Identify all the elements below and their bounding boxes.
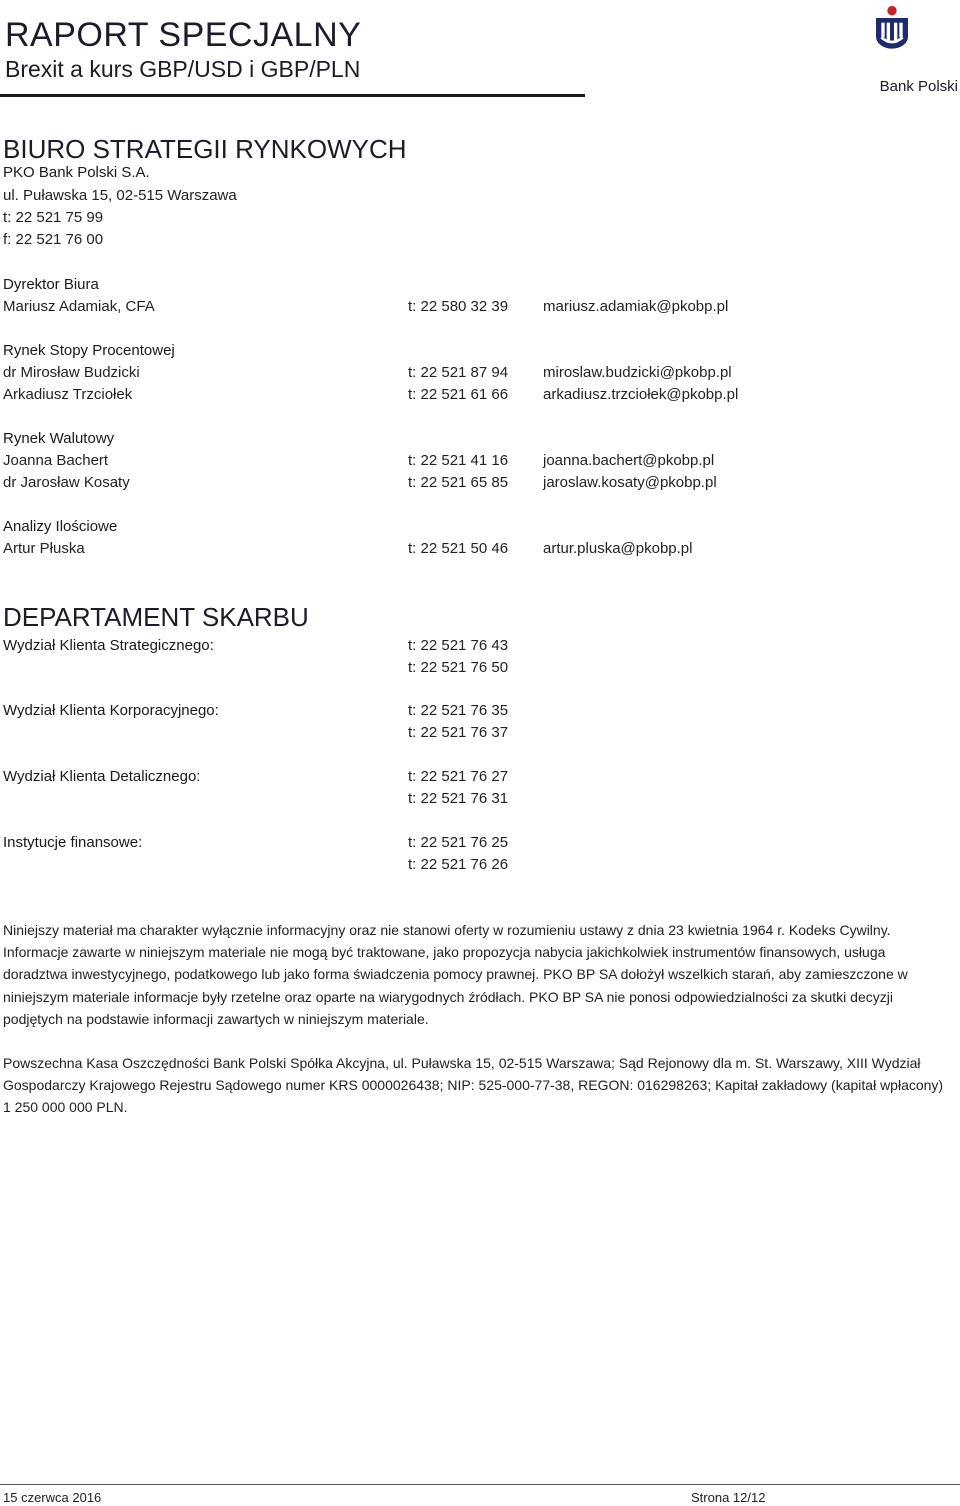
fax-line: f: 22 521 76 00 bbox=[3, 231, 104, 248]
phone-line: t: 22 521 75 99 bbox=[3, 209, 104, 226]
disclaimer-text: Niniejszy materiał ma charakter wyłącznie informacyjny oraz nie stanowi oferty w rozumieniu ustawy z dnia 23 kwietnia 1964 r. Kodeks Cywilny. Informacje zawarte w niniejszym materiale nie mogą być traktowane, jako propozycja nabycia jakichkolwiek instrumentów finansowych, usługa doradztwa inwestycyjnego, podatkowego lub jako forma świadczenia pomocy prawnej. PKO BP SA dołożył wszelkich starań, aby zamieszczone w niniejszym materiale informacje były rzetelne oraz oparte na wiarygodnych źródłach. PKO BP SA nie ponosi odpowiedzialności za skutki decyzji podjętych na podstawie informacji zawartych w niniejszym materiale. bbox=[3, 922, 908, 1027]
unit-phone: t: 22 521 76 43 bbox=[408, 637, 509, 654]
person-name: Joanna Bachert bbox=[3, 452, 109, 469]
person-phone: t: 22 580 32 39 bbox=[408, 298, 509, 315]
logo-label: Bank Polski bbox=[879, 78, 958, 95]
biuro-heading: BIURO STRATEGII RYNKOWYCH bbox=[3, 134, 407, 164]
person-name: Mariusz Adamiak, CFA bbox=[3, 298, 155, 315]
unit-phone: t: 22 521 76 35 bbox=[408, 702, 509, 719]
unit-label: Wydział Klienta Strategicznego: bbox=[3, 637, 214, 654]
unit-phone: t: 22 521 76 26 bbox=[408, 856, 509, 873]
unit-label: Instytucje finansowe: bbox=[3, 834, 143, 851]
person-name: dr Mirosław Budzicki bbox=[3, 364, 140, 381]
footer-date: 15 czerwca 2016 bbox=[3, 1490, 102, 1505]
person-email[interactable]: artur.pluska@pkobp.pl bbox=[543, 540, 693, 557]
skarb-heading: DEPARTAMENT SKARBU bbox=[3, 602, 309, 632]
group-label: Rynek Stopy Procentowej bbox=[3, 342, 175, 359]
person-name: Artur Płuska bbox=[3, 540, 85, 557]
unit-phone: t: 22 521 76 31 bbox=[408, 790, 509, 807]
company-info-text: Powszechna Kasa Oszczędności Bank Polski Spółka Akcyjna, ul. Puławska 15, 02-515 Warszawa; Sąd Rejonowy dla m. St. Warszawy, XIII Wydział Gospodarczy Krajowego Rejestru Sądowego numer KRS 0000026438; NIP: 525-000-77-38, REGON: 016298263; Kapitał zakładowy (kapitał wpłacony) 1 250 000 000 PLN. bbox=[3, 1055, 944, 1116]
person-phone: t: 22 521 41 16 bbox=[408, 452, 509, 469]
address-line: PKO Bank Polski S.A. bbox=[3, 164, 150, 181]
group-label: Dyrektor Biura bbox=[3, 276, 99, 293]
person-name: Arkadiusz Trzciołek bbox=[3, 386, 133, 403]
group-label: Analizy Ilościowe bbox=[3, 518, 118, 535]
person-email[interactable]: mariusz.adamiak@pkobp.pl bbox=[543, 298, 729, 315]
address-line: ul. Puławska 15, 02-515 Warszawa bbox=[3, 187, 237, 204]
person-name: dr Jarosław Kosaty bbox=[3, 474, 130, 491]
unit-label: Wydział Klienta Korporacyjnego: bbox=[3, 702, 219, 719]
person-phone: t: 22 521 50 46 bbox=[408, 540, 509, 557]
unit-phone: t: 22 521 76 50 bbox=[408, 659, 509, 676]
header-rule bbox=[0, 94, 585, 97]
footer-rule bbox=[0, 1484, 960, 1485]
person-email[interactable]: miroslaw.budzicki@pkobp.pl bbox=[543, 364, 732, 381]
pko-logo-icon bbox=[872, 2, 932, 74]
unit-phone: t: 22 521 76 25 bbox=[408, 834, 509, 851]
person-email[interactable]: joanna.bachert@pkobp.pl bbox=[543, 452, 715, 469]
report-title: RAPORT SPECJALNY bbox=[5, 16, 362, 54]
person-phone: t: 22 521 61 66 bbox=[408, 386, 509, 403]
person-email[interactable]: jaroslaw.kosaty@pkobp.pl bbox=[543, 474, 717, 491]
unit-phone: t: 22 521 76 37 bbox=[408, 724, 509, 741]
unit-phone: t: 22 521 76 27 bbox=[408, 768, 509, 785]
footer-page-number: Strona 12/12 bbox=[691, 1490, 766, 1505]
person-phone: t: 22 521 87 94 bbox=[408, 364, 509, 381]
group-label: Rynek Walutowy bbox=[3, 430, 115, 447]
report-subtitle: Brexit a kurs GBP/USD i GBP/PLN bbox=[5, 56, 361, 82]
unit-label: Wydział Klienta Detalicznego: bbox=[3, 768, 201, 785]
person-email[interactable]: arkadiusz.trzciołek@pkobp.pl bbox=[543, 386, 739, 403]
person-phone: t: 22 521 65 85 bbox=[408, 474, 509, 491]
